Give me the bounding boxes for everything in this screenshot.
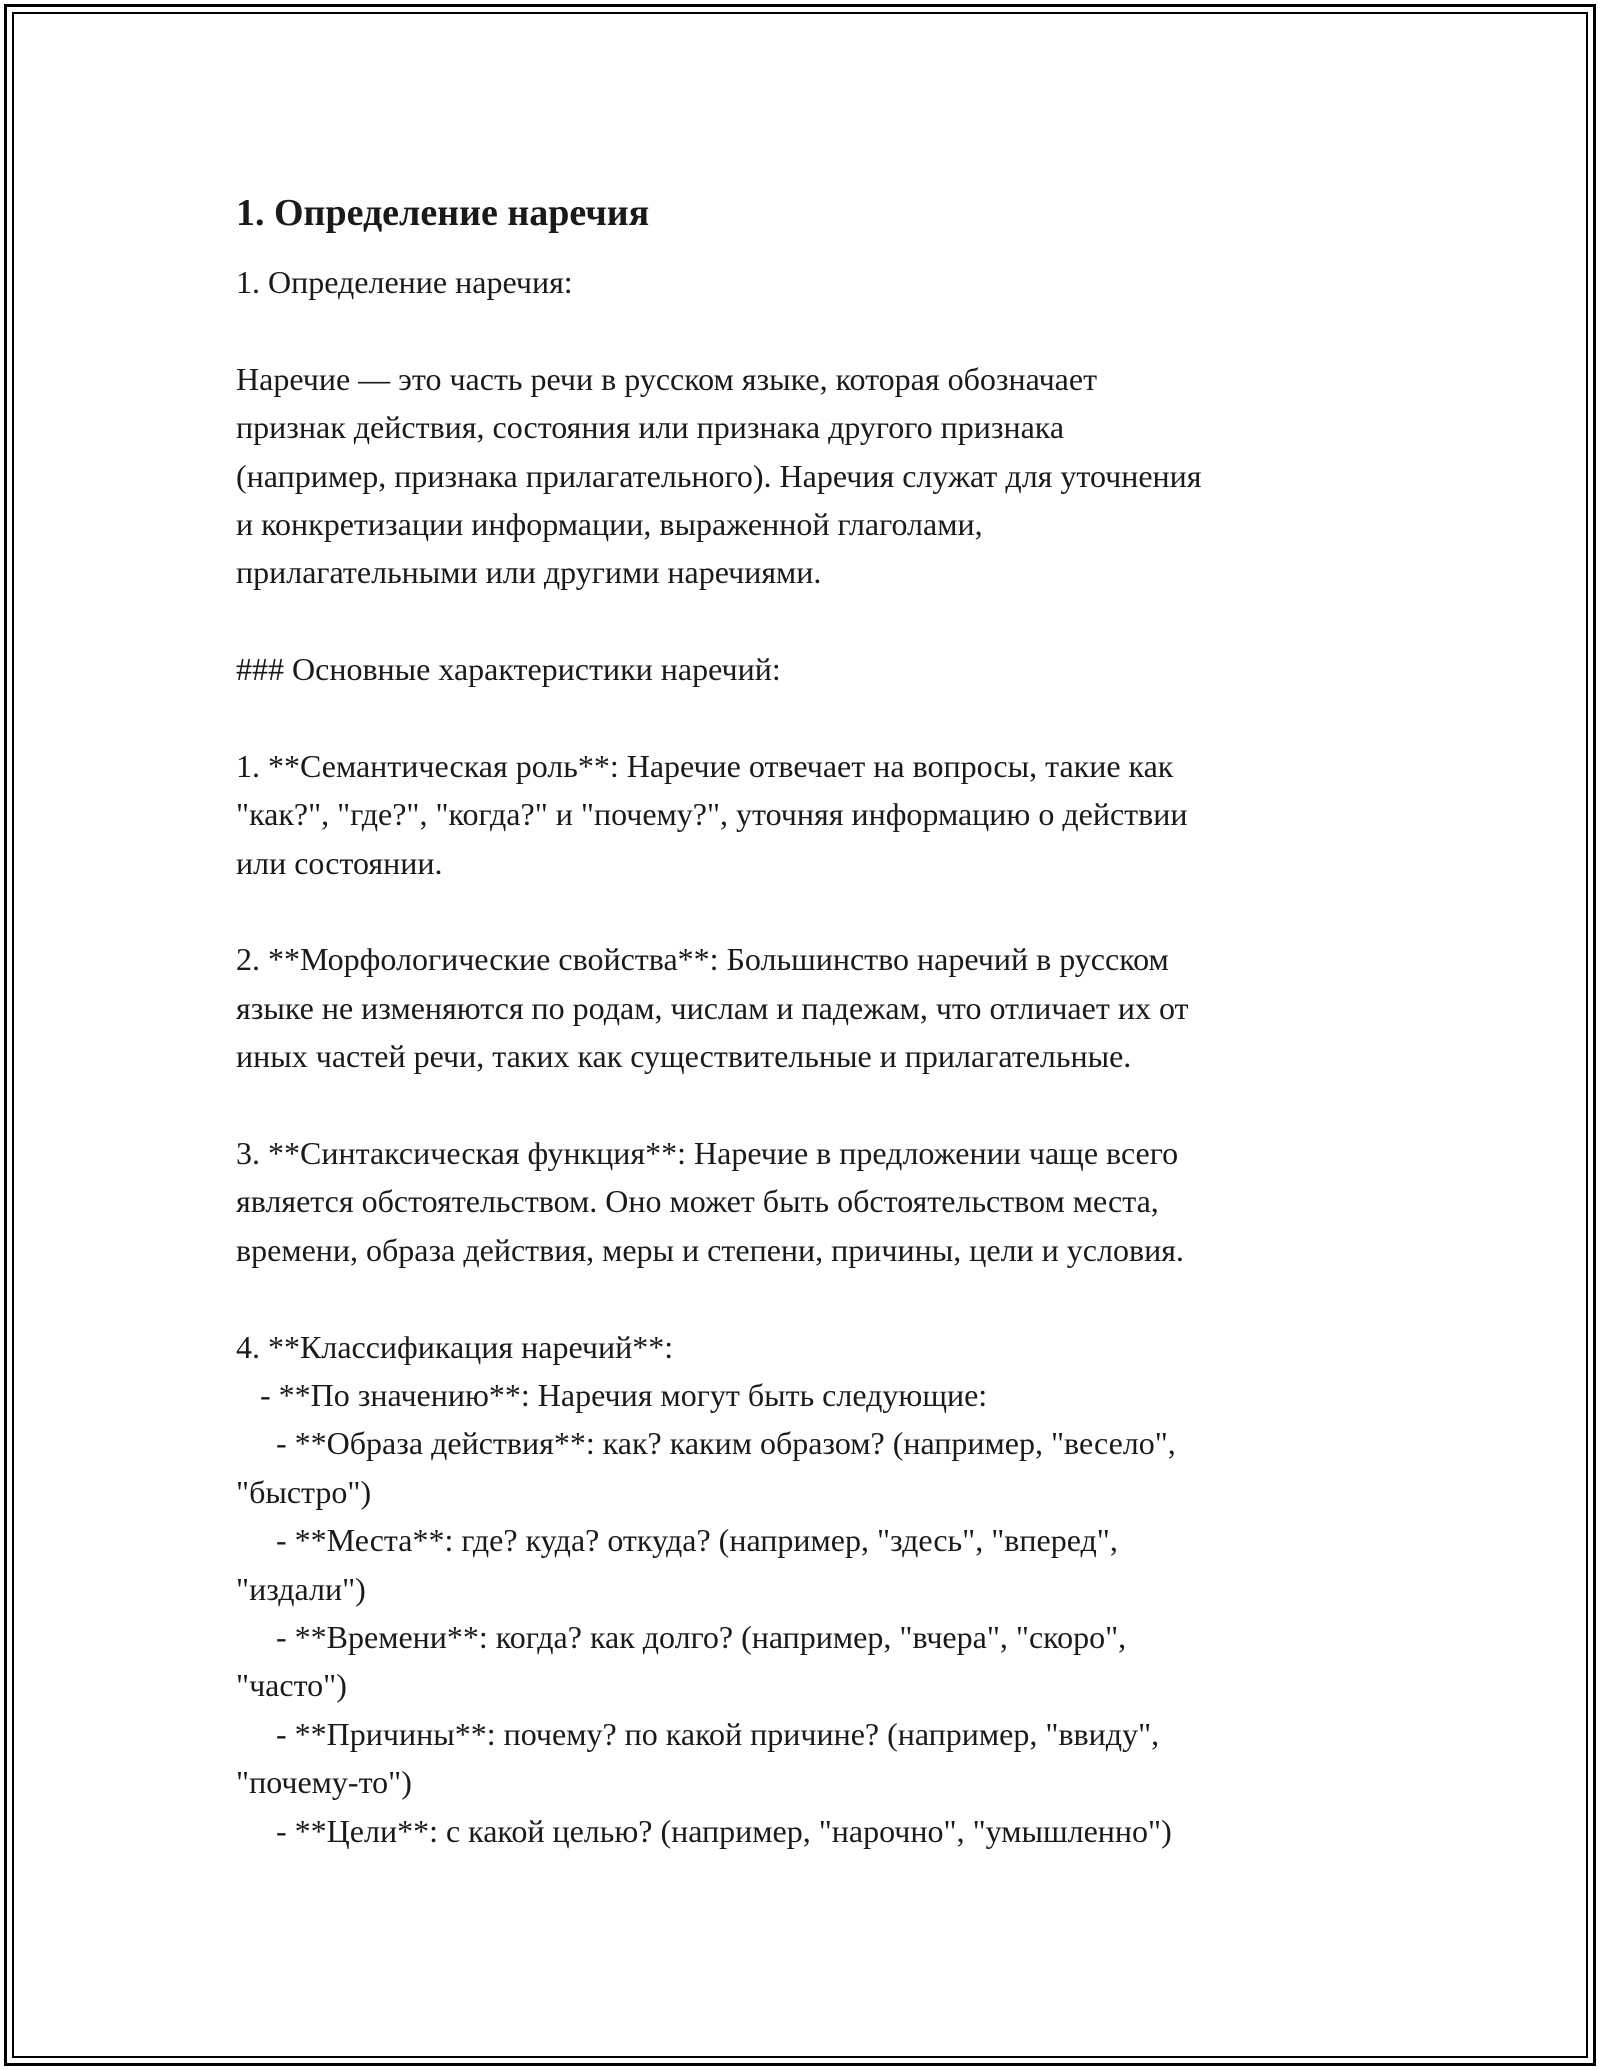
text-line: - **Места**: где? куда? откуда? (например, "здесь", "вперед", xyxy=(236,1522,1118,1559)
text-line: или состоянии. xyxy=(236,844,443,881)
text-line: - **Причины**: почему? по какой причине? (например, "ввиду", xyxy=(236,1715,1160,1752)
text-line: 1. Определение наречия: xyxy=(236,264,573,300)
document-title: 1. Определение наречия xyxy=(236,192,650,234)
text-line: "как?", "где?", "когда?" и "почему?", уточняя информацию о действии xyxy=(236,796,1188,833)
text-line: "издали") xyxy=(236,1570,366,1607)
text-line: прилагательными или другими наречиями. xyxy=(236,554,822,591)
blank-line xyxy=(236,1081,1366,1129)
text-line: 1. **Семантическая роль**: Наречие отвечает на вопросы, такие как xyxy=(236,747,1174,784)
text-line: времени, образа действия, меры и степени, причины, цели и условия. xyxy=(236,1231,1184,1268)
blank-line xyxy=(236,306,1366,354)
text-line: ### Основные характеристики наречий: xyxy=(236,651,781,688)
text-line: 2. **Морфологические свойства**: Большинство наречий в русском xyxy=(236,941,1169,978)
text-line: - **По значению**: Наречия могут быть следующие: xyxy=(236,1376,988,1413)
text-line: иных частей речи, таких как существительные и прилагательные. xyxy=(236,1038,1132,1075)
text-line: 3. **Синтаксическая функция**: Наречие в предложении чаще всего xyxy=(236,1135,1179,1172)
text-line: "почему-то") xyxy=(236,1764,412,1801)
text-line: признак действия, состояния или признака другого признака xyxy=(236,409,1065,446)
blank-line xyxy=(236,1274,1366,1322)
text-line: "часто") xyxy=(236,1667,347,1704)
document-text xyxy=(236,258,1366,1855)
text-line: 4. **Классификация наречий**: xyxy=(236,1328,674,1365)
text-line: Наречие — это часть речи в русском языке, которая обозначает xyxy=(236,360,1098,397)
blank-line xyxy=(236,597,1366,645)
text-line: (например, признака прилагательного). Наречия служат для уточнения xyxy=(236,457,1202,494)
text-line: - **Времени**: когда? как долго? (например, "вчера", "скоро", xyxy=(236,1618,1127,1655)
text-line: языке не изменяются по родам, числам и падежам, что отличает их от xyxy=(236,989,1189,1026)
blank-line xyxy=(236,694,1366,742)
text-line: и конкретизации информации, выраженной глаголами, xyxy=(236,505,983,542)
text-line: является обстоятельством. Оно может быть обстоятельством места, xyxy=(236,1183,1159,1220)
text-line: "быстро") xyxy=(236,1473,372,1510)
text-line: - **Образа действия**: как? каким образом? (например, "весело", xyxy=(236,1425,1176,1462)
text-line: - **Цели**: с какой целью? (например, "нарочно", "умышленно") xyxy=(236,1812,1172,1849)
document-body xyxy=(236,180,1366,1855)
blank-line xyxy=(236,887,1366,935)
